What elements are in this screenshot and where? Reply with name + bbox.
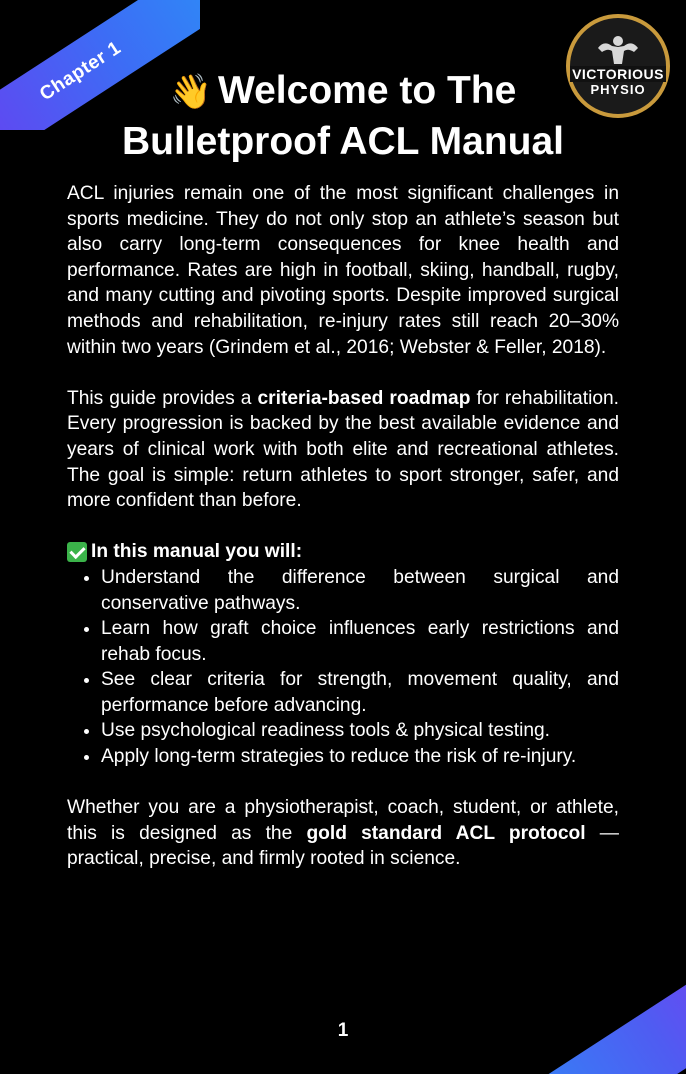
list-heading-text: In this manual you will: xyxy=(91,541,303,563)
logo-text-victorious: VICTORIOUS xyxy=(572,66,664,82)
list-heading xyxy=(67,539,619,565)
list-item: • Use psychological readiness tools & physical testing. xyxy=(101,718,619,744)
list-item: • Apply long-term strategies to reduce the risk of re-injury. xyxy=(101,744,619,770)
guide-text-end: for rehabilitation. Every progression is backed by the best available evidence and years of clinical work with both elite and recreational athletes. The goal is simple: return athletes to sport stronger, safer, and more confident than before. xyxy=(67,387,620,512)
muscle-figure-icon xyxy=(594,34,642,64)
list-item: • See clear criteria for strength, movement quality, and performance before advancing. xyxy=(101,667,619,718)
list-item: • Understand the difference between surgical and conservative pathways. xyxy=(101,565,619,616)
waving-hand-icon: 👋 xyxy=(169,73,212,111)
corner-decoration xyxy=(506,964,686,1074)
guide-paragraph xyxy=(67,386,619,514)
closing-text-bold: gold standard ACL protocol xyxy=(306,822,586,844)
intro-paragraph: ACL injuries remain one of the most significant challenges in sports medicine. They do not only stop an athlete’s season but also carry long-term consequences for knee health and performance. Rates are high in football, skiing, handball, rugby, and many cutting and pivoting sports. Despite improved surgical methods and rehabilitation, re-injury rates still reach 20–30% within two years (Grindem et al., 2016; Webster & Feller, 2018). xyxy=(67,183,619,358)
chapter-label: Chapter 1 xyxy=(36,37,125,106)
guide-text-bold: criteria-based roadmap xyxy=(257,387,471,409)
title-line-2: Bulletproof ACL Manual xyxy=(122,120,564,163)
objectives-list xyxy=(67,565,619,770)
closing-paragraph xyxy=(67,795,619,872)
list-item: • Learn how graft choice influences early restrictions and rehab focus. xyxy=(101,616,619,667)
guide-text-start: This guide provides a xyxy=(67,387,258,409)
closing-text-start: Whether you are a physiotherapist, coach, student, or athlete, this is designed as the xyxy=(67,797,619,844)
page-number: 1 xyxy=(337,1020,349,1041)
title-line-1: Welcome to The xyxy=(218,69,517,112)
main-content xyxy=(67,181,619,898)
checkmark-icon xyxy=(67,542,87,562)
closing-text-end: — practical, precise, and firmly rooted in science. xyxy=(67,822,619,870)
logo-text-physio: PHYSIO xyxy=(590,82,646,97)
page-title xyxy=(0,66,686,167)
